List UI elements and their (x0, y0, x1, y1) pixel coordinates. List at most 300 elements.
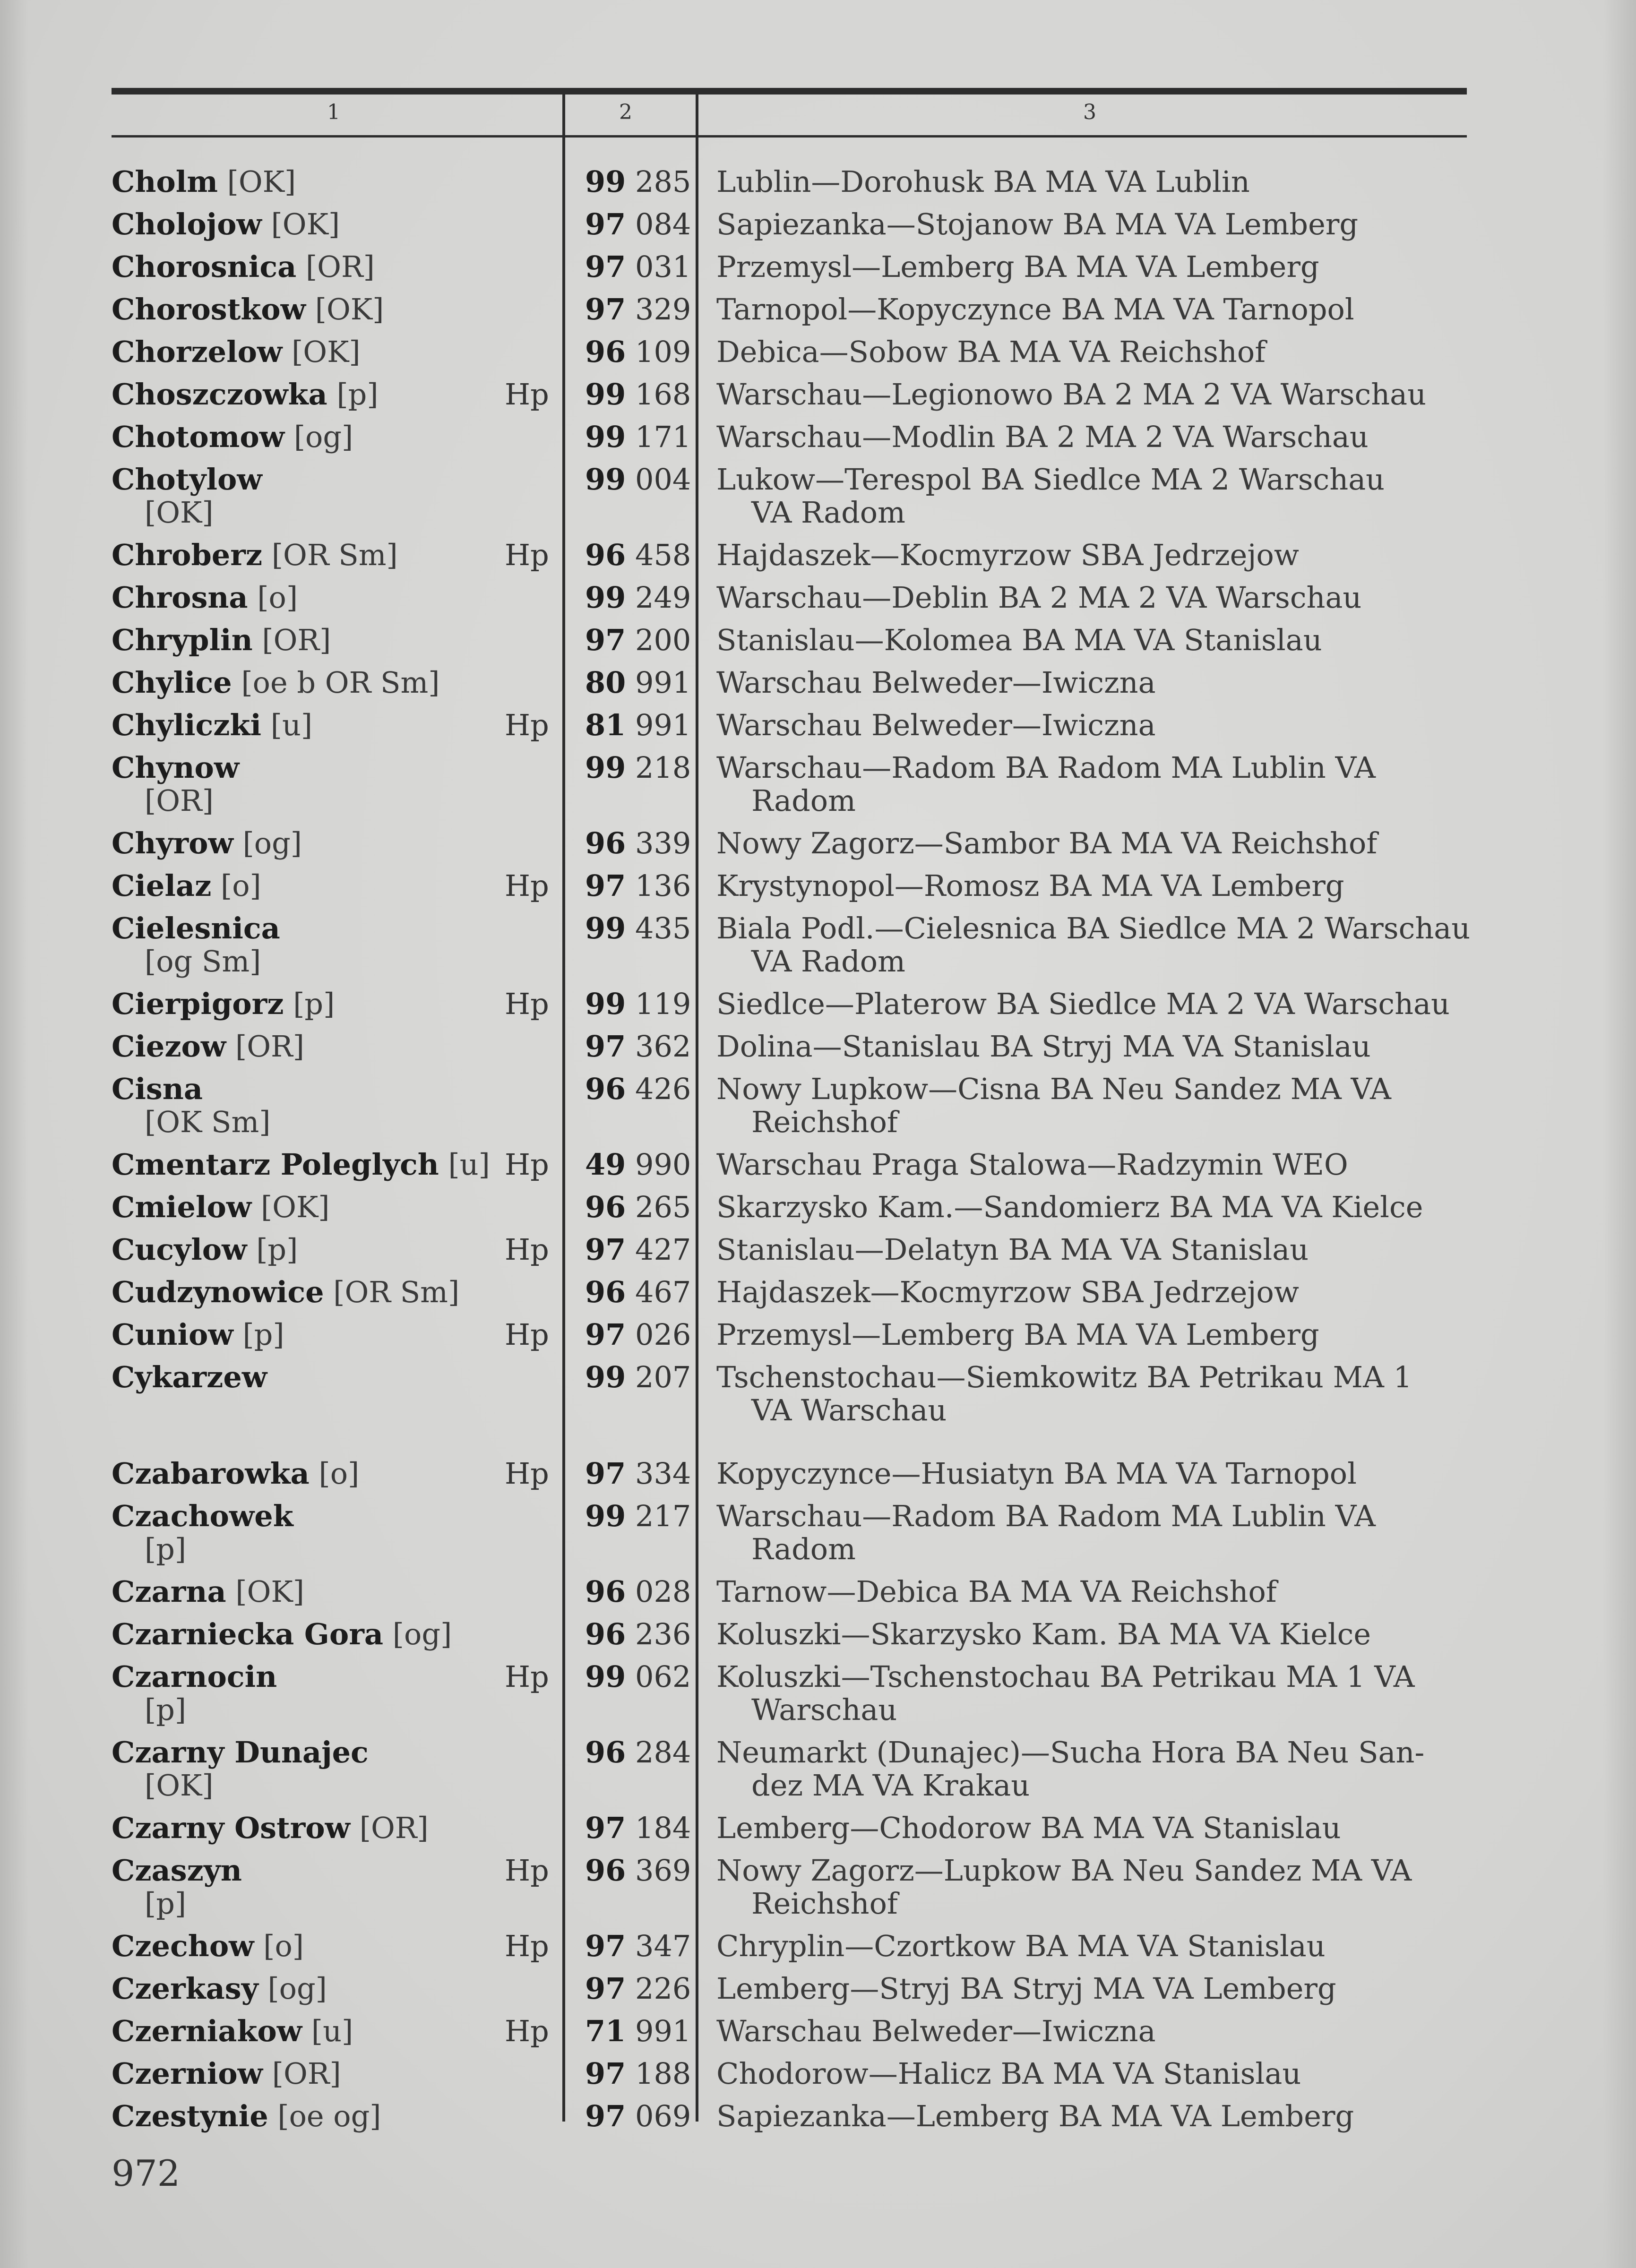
station-tag: [OK Sm] (145, 1105, 271, 1139)
table-row (0, 709, 1636, 751)
station-tag: [OR Sm] (271, 538, 398, 572)
station-code-number: 136 (635, 868, 691, 903)
route-line: Nowy Lupkow—Cisna BA Neu Sandez MA VA (716, 1072, 1391, 1106)
station-name-cell (112, 1073, 504, 1139)
route-line: Neumarkt (Dunajec)—Sucha Hora BA Neu San- (716, 1735, 1425, 1770)
station-name-cell (112, 293, 504, 326)
table-row (0, 208, 1636, 250)
route-line-continuation: Reichshof (751, 1105, 898, 1139)
table-row (0, 912, 1636, 988)
table-row (0, 2100, 1636, 2142)
station-name-cell (112, 1854, 504, 1920)
station-tag: [OK] (235, 1574, 304, 1609)
table-row (0, 1191, 1636, 1233)
station-code-number: 026 (635, 1317, 691, 1352)
route-line: Krystynopol—Romosz BA MA VA Lemberg (716, 868, 1344, 903)
station-code-number: 334 (635, 1456, 691, 1491)
route-description (716, 1660, 1472, 1727)
station-tag: [og] (267, 1971, 327, 2006)
station-name-cell (112, 988, 504, 1021)
route-line: Hajdaszek—Kocmyrzow SBA Jedrzejow (716, 1275, 1299, 1309)
station-name: Czerniakow (112, 2014, 302, 2048)
station-name: Chotomow (112, 420, 285, 454)
station-name: Czabarowka (112, 1456, 310, 1491)
station-name-cell (112, 827, 504, 860)
station-code-prefix: 97 (585, 1929, 626, 1963)
station-code (585, 539, 691, 572)
route-line: Warschau—Deblin BA 2 MA 2 VA Warschau (716, 580, 1362, 615)
station-name: Ciezow (112, 1029, 226, 1064)
route-description (716, 335, 1472, 369)
station-code-prefix: 99 (585, 462, 626, 497)
table-row (0, 1812, 1636, 1854)
station-code (585, 1318, 691, 1351)
station-name: Chyliczki (112, 708, 262, 742)
station-name: Chynow (112, 750, 240, 785)
route-description (716, 988, 1472, 1021)
station-name: Chrosna (112, 580, 248, 615)
station-name-cell (112, 581, 504, 614)
route-line-continuation: Radom (751, 783, 856, 818)
table-row (0, 421, 1636, 463)
station-name-cell (112, 208, 504, 241)
station-name: Czarny Dunajec (112, 1735, 369, 1770)
table-row (0, 335, 1636, 378)
table-row (0, 1575, 1636, 1618)
route-line: Chryplin—Czortkow BA MA VA Stanislau (716, 1929, 1326, 1963)
station-code-number: 467 (635, 1275, 691, 1309)
table-row (0, 1736, 1636, 1812)
station-code-prefix: 97 (585, 292, 626, 326)
station-name-cell (112, 2057, 504, 2090)
station-name: Cuniow (112, 1317, 233, 1352)
station-code (585, 2057, 691, 2090)
station-code-prefix: 97 (585, 1456, 626, 1491)
route-description (716, 250, 1472, 284)
table-row (0, 827, 1636, 869)
station-tag: [p] (145, 1692, 187, 1727)
station-code-prefix: 96 (585, 1574, 626, 1609)
table-row (0, 869, 1636, 912)
station-name: Chylice (112, 665, 232, 700)
station-code-prefix: 97 (585, 1029, 626, 1064)
route-description (716, 165, 1472, 198)
route-line: Warschau Belweder—Iwiczna (716, 2014, 1156, 2048)
route-description (716, 1736, 1472, 1802)
route-description (716, 293, 1472, 326)
route-line: Sapiezanka—Lemberg BA MA VA Lemberg (716, 2099, 1354, 2133)
route-line-continuation: VA Radom (751, 495, 905, 530)
table-row (0, 1318, 1636, 1361)
route-description (716, 1030, 1472, 1063)
station-tag: [u] (311, 2014, 353, 2048)
station-code (585, 1191, 691, 1224)
station-code (585, 827, 691, 860)
route-line: Koluszki—Tschenstochau BA Petrikau MA 1 VA (716, 1659, 1415, 1694)
table-row (0, 1660, 1636, 1736)
station-tag: [OR] (359, 1811, 429, 1845)
station-code-prefix: 99 (585, 911, 626, 945)
station-name-cell (112, 869, 504, 902)
station-tag: [u] (270, 708, 313, 742)
station-code (585, 421, 691, 454)
station-name: Cisna (112, 1072, 203, 1106)
column-header-3: 3 (1083, 100, 1096, 124)
station-code-number: 991 (635, 708, 691, 742)
station-tag: [OK] (145, 1768, 214, 1803)
station-code (585, 165, 691, 198)
station-code-prefix: 99 (585, 164, 626, 199)
station-code (585, 1030, 691, 1063)
table-row (0, 1233, 1636, 1276)
station-code-number: 004 (635, 462, 691, 497)
route-line: Lemberg—Chodorow BA MA VA Stanislau (716, 1811, 1341, 1845)
station-code-prefix: 99 (585, 580, 626, 615)
station-name-cell (112, 1930, 504, 1963)
station-code-number: 426 (635, 1072, 691, 1106)
route-line-continuation: Reichshof (751, 1886, 898, 1921)
station-code (585, 2015, 691, 2048)
station-code-number: 200 (635, 623, 691, 657)
table-row (0, 2057, 1636, 2100)
station-code-number: 168 (635, 377, 691, 412)
route-description (716, 1812, 1472, 1845)
table-row (0, 666, 1636, 709)
station-code-prefix: 96 (585, 1275, 626, 1309)
route-line: Warschau Belweder—Iwiczna (716, 665, 1156, 700)
route-description (716, 1318, 1472, 1351)
station-tag: [o] (257, 580, 298, 615)
station-code-prefix: 96 (585, 1190, 626, 1224)
route-line: Lublin—Dorohusk BA MA VA Lublin (716, 164, 1250, 199)
table-row (0, 581, 1636, 624)
halt-marker: Hp (505, 1147, 549, 1182)
halt-marker: Hp (505, 1853, 549, 1888)
route-description (716, 1191, 1472, 1224)
station-name: Czerniow (112, 2056, 263, 2091)
route-line: Dolina—Stanislau BA Stryj MA VA Stanislau (716, 1029, 1371, 1064)
station-code-prefix: 96 (585, 1853, 626, 1888)
station-tag: [og Sm] (145, 944, 261, 979)
station-code (585, 1073, 691, 1106)
station-code-prefix: 49 (585, 1147, 626, 1182)
station-code-number: 339 (635, 826, 691, 860)
route-line-continuation: Warschau (751, 1692, 897, 1727)
route-line-continuation: VA Warschau (751, 1393, 947, 1427)
route-description (716, 2015, 1472, 2048)
station-tag: [oe og] (277, 2099, 381, 2133)
station-code-number: 062 (635, 1659, 691, 1694)
table-row (0, 1073, 1636, 1148)
route-line-continuation: dez MA VA Krakau (751, 1768, 1030, 1803)
station-tag: [OK] (271, 207, 340, 241)
station-tag: [o] (221, 868, 261, 903)
station-code-number: 184 (635, 1811, 691, 1845)
station-name: Chorzelow (112, 335, 283, 369)
station-name-cell (112, 1736, 504, 1802)
table-row (0, 1148, 1636, 1191)
halt-marker: Hp (505, 1659, 549, 1694)
table-row (0, 463, 1636, 539)
station-name-cell (112, 1361, 504, 1394)
station-name-cell (112, 463, 504, 529)
route-description (716, 581, 1472, 614)
route-line: Debica—Sobow BA MA VA Reichshof (716, 335, 1266, 369)
station-code (585, 988, 691, 1021)
station-tag: [o] (263, 1929, 304, 1963)
station-tag: [OR Sm] (333, 1275, 460, 1309)
station-tag: [p] (145, 1532, 187, 1566)
station-code-prefix: 80 (585, 665, 626, 700)
station-table (0, 165, 1636, 2142)
route-description (716, 539, 1472, 572)
station-tag: [OK] (260, 1190, 330, 1224)
station-tag: [p] (145, 1886, 187, 1921)
route-description (716, 1854, 1472, 1920)
station-name: Chroberz (112, 538, 263, 572)
table-row (0, 539, 1636, 581)
route-line: Nowy Zagorz—Lupkow BA Neu Sandez MA VA (716, 1853, 1412, 1888)
station-code (585, 1361, 691, 1394)
route-description (716, 1500, 1472, 1566)
station-code-number: 362 (635, 1029, 691, 1064)
station-name: Cykarzew (112, 1360, 267, 1394)
station-code-number: 265 (635, 1190, 691, 1224)
station-tag: [oe b OR Sm] (241, 665, 440, 700)
station-code-number: 188 (635, 2056, 691, 2091)
station-code-prefix: 97 (585, 1317, 626, 1352)
route-line-continuation: Radom (751, 1532, 856, 1566)
table-row (0, 751, 1636, 827)
station-code-number: 329 (635, 292, 691, 326)
station-code (585, 666, 691, 699)
route-description (716, 421, 1472, 454)
station-name-cell (112, 1276, 504, 1309)
station-code-number: 236 (635, 1617, 691, 1651)
station-name: Cholojow (112, 207, 262, 241)
station-code-prefix: 71 (585, 2014, 626, 2048)
station-name: Cmielow (112, 1190, 252, 1224)
station-name: Czarny Ostrow (112, 1811, 351, 1845)
station-name-cell (112, 1618, 504, 1651)
station-code (585, 1660, 691, 1693)
station-code (585, 1812, 691, 1845)
route-line: Stanislau—Kolomea BA MA VA Stanislau (716, 623, 1322, 657)
table-row (0, 1457, 1636, 1500)
station-name-cell (112, 2015, 504, 2048)
route-line: Warschau—Radom BA Radom MA Lublin VA (716, 750, 1376, 785)
route-line: Nowy Zagorz—Sambor BA MA VA Reichshof (716, 826, 1378, 860)
station-code-number: 218 (635, 750, 691, 785)
station-name: Czerkasy (112, 1971, 258, 2006)
station-name-cell (112, 1191, 504, 1224)
route-description (716, 709, 1472, 742)
station-code-number: 284 (635, 1735, 691, 1770)
route-description (716, 624, 1472, 657)
page-number: 972 (112, 2152, 181, 2194)
station-name: Cmentarz Poleglych (112, 1147, 439, 1182)
station-name-cell (112, 1575, 504, 1608)
station-code-prefix: 97 (585, 2056, 626, 2091)
station-code-number: 031 (635, 249, 691, 284)
station-code-prefix: 97 (585, 868, 626, 903)
route-line: Przemysl—Lemberg BA MA VA Lemberg (716, 1317, 1319, 1352)
route-description (716, 1148, 1472, 1181)
station-code-prefix: 96 (585, 1072, 626, 1106)
station-code (585, 208, 691, 241)
station-code-number: 369 (635, 1853, 691, 1888)
halt-marker: Hp (505, 1456, 549, 1491)
station-name-cell (112, 1148, 504, 1181)
route-description (716, 1618, 1472, 1651)
station-code-number: 991 (635, 2014, 691, 2048)
station-name: Czaszyn (112, 1853, 242, 1888)
station-name-cell (112, 666, 504, 699)
table-row (0, 1361, 1636, 1457)
station-name: Cudzynowice (112, 1275, 324, 1309)
station-code-number: 991 (635, 665, 691, 700)
route-description (716, 1972, 1472, 2005)
table-row (0, 1854, 1636, 1930)
route-line: Koluszki—Skarzysko Kam. BA MA VA Kielce (716, 1617, 1371, 1651)
route-description (716, 1233, 1472, 1266)
station-tag: [p] (293, 987, 335, 1021)
station-name: Chryplin (112, 623, 253, 657)
route-line: Warschau Belweder—Iwiczna (716, 708, 1156, 742)
table-row (0, 1930, 1636, 1972)
station-code (585, 1575, 691, 1608)
station-name-cell (112, 335, 504, 369)
station-code-prefix: 81 (585, 708, 626, 742)
route-line: Hajdaszek—Kocmyrzow SBA Jedrzejow (716, 538, 1299, 572)
station-name: Chotylow (112, 462, 262, 497)
station-code-number: 069 (635, 2099, 691, 2133)
station-code-number: 435 (635, 911, 691, 945)
station-code (585, 709, 691, 742)
route-line: Tarnopol—Kopyczynce BA MA VA Tarnopol (716, 292, 1354, 326)
table-row (0, 2015, 1636, 2057)
halt-marker: Hp (505, 377, 549, 412)
station-code-prefix: 97 (585, 2099, 626, 2133)
station-tag: [p] (242, 1317, 284, 1352)
route-line: Lemberg—Stryj BA Stryj MA VA Lemberg (716, 1971, 1336, 2006)
station-tag: [p] (336, 377, 379, 412)
station-code-number: 427 (635, 1232, 691, 1267)
station-code (585, 1618, 691, 1651)
station-tag: [OR] (272, 2056, 341, 2091)
station-tag: [OR] (235, 1029, 304, 1064)
station-name-cell (112, 1030, 504, 1063)
route-description (716, 869, 1472, 902)
route-description (716, 1575, 1472, 1608)
station-name: Czarna (112, 1574, 226, 1609)
station-code-prefix: 99 (585, 1360, 626, 1394)
station-code-prefix: 96 (585, 1735, 626, 1770)
station-name-cell (112, 2100, 504, 2133)
route-description (716, 463, 1472, 529)
station-code (585, 1457, 691, 1490)
station-name-cell (112, 1500, 504, 1566)
station-code-prefix: 97 (585, 1971, 626, 2006)
station-code-number: 109 (635, 335, 691, 369)
route-line: Warschau—Radom BA Radom MA Lublin VA (716, 1499, 1376, 1533)
halt-marker: Hp (505, 1232, 549, 1267)
station-name: Czestynie (112, 2099, 268, 2133)
station-code-number: 249 (635, 580, 691, 615)
route-description (716, 1457, 1472, 1490)
table-top-rule (112, 88, 1467, 94)
station-code-number: 226 (635, 1971, 691, 2006)
station-tag: [OR] (145, 783, 214, 818)
station-code (585, 335, 691, 369)
station-name-cell (112, 1318, 504, 1351)
station-code-number: 285 (635, 164, 691, 199)
route-line: Warschau—Modlin BA 2 MA 2 VA Warschau (716, 420, 1369, 454)
station-code (585, 1854, 691, 1887)
station-code (585, 1148, 691, 1181)
station-name: Cierpigorz (112, 987, 284, 1021)
station-code (585, 581, 691, 614)
station-name: Czarnocin (112, 1659, 277, 1694)
station-code (585, 2100, 691, 2133)
route-description (716, 1361, 1472, 1427)
column-header-2: 2 (619, 100, 632, 124)
route-description (716, 751, 1472, 817)
station-name: Czachowek (112, 1499, 293, 1533)
station-name-cell (112, 912, 504, 978)
station-name-cell (112, 709, 504, 742)
station-name: Cielaz (112, 868, 212, 903)
station-code (585, 378, 691, 411)
station-code-prefix: 99 (585, 1499, 626, 1533)
station-name: Czarniecka Gora (112, 1617, 384, 1651)
station-name-cell (112, 1660, 504, 1727)
station-name-cell (112, 250, 504, 284)
route-line-continuation: VA Radom (751, 944, 905, 979)
station-tag: [og] (392, 1617, 452, 1651)
station-code-prefix: 99 (585, 420, 626, 454)
table-row (0, 1618, 1636, 1660)
station-name: Cucylow (112, 1232, 247, 1267)
station-tag: [p] (256, 1232, 298, 1267)
column-header-1: 1 (327, 100, 340, 124)
station-code-prefix: 96 (585, 1617, 626, 1651)
station-code-prefix: 97 (585, 623, 626, 657)
table-row (0, 1500, 1636, 1575)
station-code-number: 347 (635, 1929, 691, 1963)
route-description (716, 1073, 1472, 1139)
table-row (0, 1030, 1636, 1073)
route-line: Tschenstochau—Siemkowitz BA Petrikau MA 1 (716, 1360, 1412, 1394)
station-code-prefix: 97 (585, 1232, 626, 1267)
table-row (0, 378, 1636, 421)
station-code-number: 207 (635, 1360, 691, 1394)
table-row (0, 1276, 1636, 1318)
station-code-number: 458 (635, 538, 691, 572)
station-code (585, 1972, 691, 2005)
station-code (585, 463, 691, 496)
table-row (0, 293, 1636, 335)
halt-marker: Hp (505, 538, 549, 572)
station-code (585, 912, 691, 945)
station-code-number: 217 (635, 1499, 691, 1533)
station-code-prefix: 97 (585, 249, 626, 284)
station-code (585, 1233, 691, 1266)
route-description (716, 2100, 1472, 2133)
station-code-prefix: 99 (585, 1659, 626, 1694)
station-name: Cielesnica (112, 911, 280, 945)
route-line: Tarnow—Debica BA MA VA Reichshof (716, 1574, 1277, 1609)
